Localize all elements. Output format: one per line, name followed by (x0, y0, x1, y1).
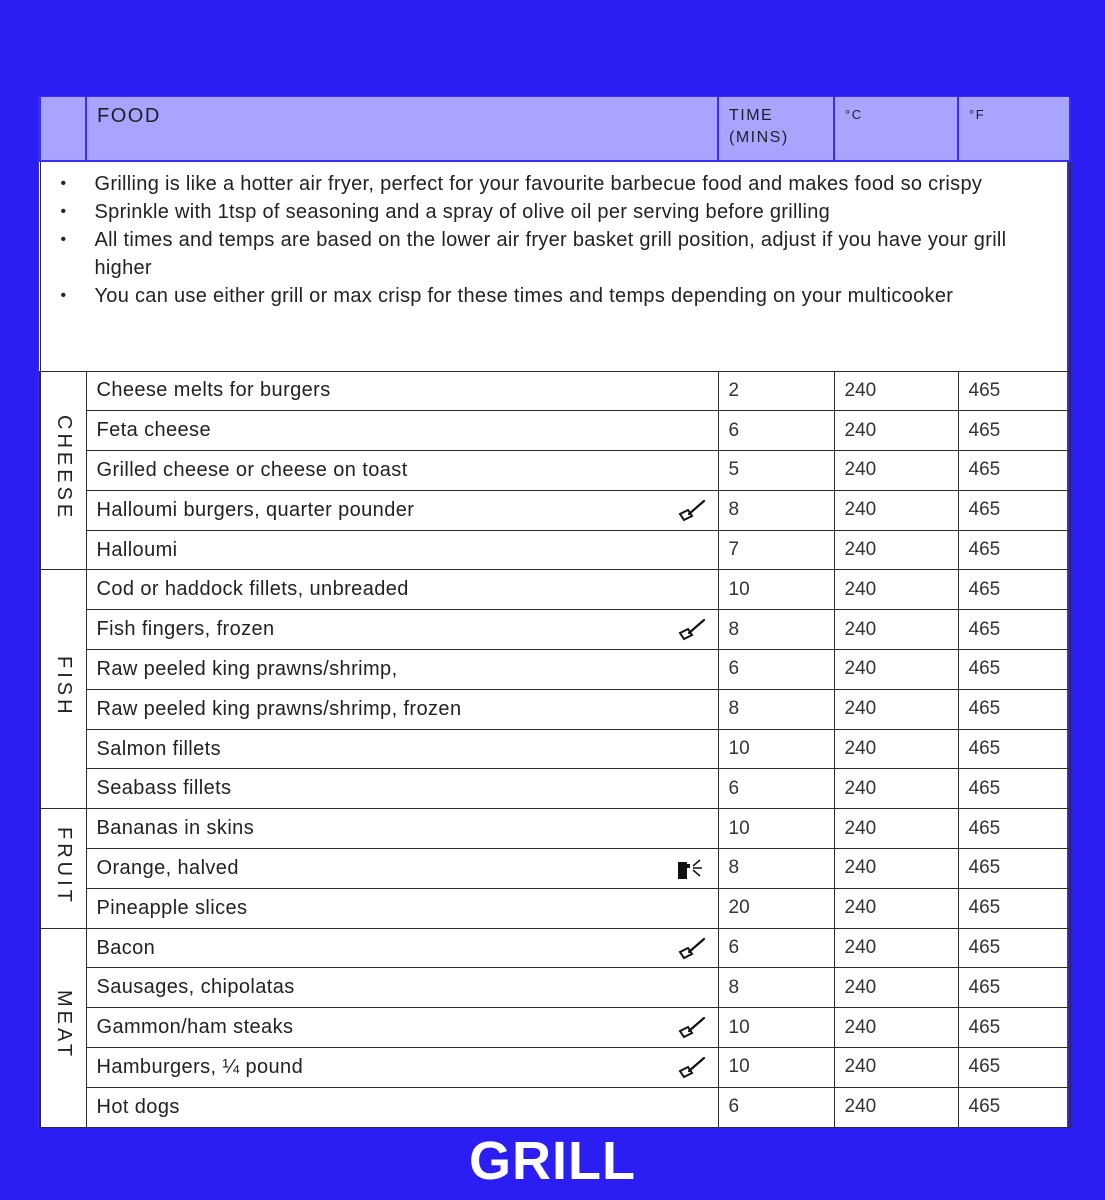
food-name: Cod or haddock fillets, unbreaded (96, 578, 409, 601)
food-name: Salmon fillets (96, 737, 222, 760)
celsius-cell: 240 (834, 490, 958, 530)
table-row (40, 411, 1070, 451)
celsius-cell: 240 (834, 1087, 958, 1127)
food-cell (86, 530, 718, 570)
fahrenheit-cell: 465 (958, 888, 1070, 928)
food-name: Fish fingers, frozen (96, 618, 275, 641)
time-cell: 10 (718, 1008, 834, 1048)
food-cell (86, 650, 718, 690)
food-name: Raw peeled king prawns/shrimp, (96, 657, 398, 680)
fahrenheit-cell: 465 (958, 371, 1070, 411)
time-cell: 7 (718, 530, 834, 570)
note-item: • Grilling is like a hotter air fryer, perfect for your favourite barbecue food and makes food so crispy (95, 170, 1056, 198)
table-row (40, 729, 1070, 769)
food-cell (86, 371, 718, 411)
food-name: Pineapple slices (96, 896, 248, 919)
food-name: Sausages, chipolatas (96, 976, 295, 999)
fahrenheit-cell: 465 (958, 849, 1070, 889)
flip-tongs-icon (676, 618, 706, 642)
flip-tongs-icon (676, 499, 706, 523)
fahrenheit-cell: 465 (958, 1048, 1070, 1088)
note-item: • Sprinkle with 1tsp of seasoning and a spray of olive oil per serving before grilling (95, 198, 1056, 226)
celsius-cell: 240 (834, 650, 958, 690)
celsius-cell: 240 (834, 610, 958, 650)
fahrenheit-cell: 465 (958, 809, 1070, 849)
fahrenheit-cell: 465 (958, 769, 1070, 809)
food-name: Halloumi burgers, quarter pounder (96, 498, 415, 521)
notes-list (55, 170, 1056, 310)
time-cell: 6 (718, 1087, 834, 1127)
oil-spray-icon (676, 857, 706, 881)
category-label: FISH (52, 656, 75, 718)
table-row (40, 610, 1070, 650)
food-cell (86, 451, 718, 491)
category-cell-cheese (40, 371, 86, 570)
celsius-cell: 240 (834, 570, 958, 610)
food-name: Feta cheese (96, 419, 211, 442)
notes-row (40, 161, 1070, 371)
food-cell (86, 1008, 718, 1048)
celsius-cell: 240 (834, 1008, 958, 1048)
food-name: Bacon (96, 936, 156, 959)
table-row (40, 570, 1070, 610)
time-cell: 8 (718, 490, 834, 530)
time-cell: 8 (718, 689, 834, 729)
table-row (40, 530, 1070, 570)
header-category-cell (40, 97, 86, 161)
celsius-cell: 240 (834, 411, 958, 451)
fahrenheit-cell: 465 (958, 490, 1070, 530)
fahrenheit-cell: 465 (958, 530, 1070, 570)
fahrenheit-cell: 465 (958, 570, 1070, 610)
table-row (40, 451, 1070, 491)
grill-chart-table-frame (38, 96, 1068, 1128)
category-cell-meat (40, 928, 86, 1127)
food-name: Hot dogs (96, 1095, 180, 1118)
category-label: MEAT (52, 990, 75, 1061)
time-cell: 5 (718, 451, 834, 491)
chart-title: GRILL (469, 1131, 636, 1191)
food-cell (86, 809, 718, 849)
header-time-line2: (MINS) (729, 129, 789, 146)
header-row (40, 97, 1070, 161)
notes-cell (40, 161, 1070, 371)
food-name: Grilled cheese or cheese on toast (96, 458, 408, 481)
time-cell: 6 (718, 650, 834, 690)
celsius-cell: 240 (834, 968, 958, 1008)
food-cell (86, 968, 718, 1008)
time-cell: 20 (718, 888, 834, 928)
header-time (718, 97, 834, 161)
fahrenheit-cell: 465 (958, 1008, 1070, 1048)
food-cell (86, 849, 718, 889)
fahrenheit-cell: 465 (958, 928, 1070, 968)
food-cell (86, 689, 718, 729)
food-cell (86, 769, 718, 809)
header-fahrenheit: °F (958, 97, 1070, 161)
food-name: Orange, halved (96, 856, 239, 879)
time-cell: 6 (718, 411, 834, 451)
food-cell (86, 888, 718, 928)
time-cell: 6 (718, 928, 834, 968)
category-cell-fruit (40, 809, 86, 928)
category-label: FRUIT (52, 826, 75, 906)
note-item: • You can use either grill or max crisp for these times and temps depending on your multicooker (95, 282, 1056, 310)
fahrenheit-cell: 465 (958, 689, 1070, 729)
celsius-cell: 240 (834, 729, 958, 769)
table-row (40, 849, 1070, 889)
food-name: Cheese melts for burgers (96, 379, 331, 402)
food-cell (86, 610, 718, 650)
header-time-line1: TIME (729, 107, 774, 124)
celsius-cell: 240 (834, 769, 958, 809)
time-cell: 6 (718, 769, 834, 809)
table-row (40, 650, 1070, 690)
fahrenheit-cell: 465 (958, 411, 1070, 451)
table-row (40, 689, 1070, 729)
time-cell: 8 (718, 849, 834, 889)
food-cell (86, 490, 718, 530)
table-row (40, 809, 1070, 849)
time-cell: 8 (718, 610, 834, 650)
fahrenheit-cell: 465 (958, 650, 1070, 690)
time-cell: 8 (718, 968, 834, 1008)
celsius-cell: 240 (834, 888, 958, 928)
category-label: CHEESE (52, 414, 75, 522)
fahrenheit-cell: 465 (958, 968, 1070, 1008)
time-cell: 10 (718, 729, 834, 769)
food-cell (86, 411, 718, 451)
food-name: Halloumi (96, 538, 178, 561)
time-cell: 10 (718, 570, 834, 610)
table-row (40, 1008, 1070, 1048)
table-row (40, 1087, 1070, 1127)
food-cell (86, 928, 718, 968)
celsius-cell: 240 (834, 371, 958, 411)
table-row (40, 928, 1070, 968)
table-row (40, 1048, 1070, 1088)
fahrenheit-cell: 465 (958, 729, 1070, 769)
table-row (40, 490, 1070, 530)
celsius-cell: 240 (834, 809, 958, 849)
food-cell (86, 729, 718, 769)
food-name: Hamburgers, ¼ pound (96, 1055, 304, 1078)
time-cell: 10 (718, 809, 834, 849)
table-row (40, 888, 1070, 928)
food-cell (86, 1048, 718, 1088)
flip-tongs-icon (676, 1056, 706, 1080)
table-row (40, 371, 1070, 411)
celsius-cell: 240 (834, 451, 958, 491)
header-food: FOOD (86, 97, 718, 161)
celsius-cell: 240 (834, 530, 958, 570)
time-cell: 10 (718, 1048, 834, 1088)
celsius-cell: 240 (834, 928, 958, 968)
food-name: Gammon/ham steaks (96, 1016, 294, 1039)
header-celsius: °C (834, 97, 958, 161)
food-name: Bananas in skins (96, 817, 255, 840)
table-row (40, 968, 1070, 1008)
celsius-cell: 240 (834, 1048, 958, 1088)
grill-times-table (39, 97, 1071, 1128)
fahrenheit-cell: 465 (958, 610, 1070, 650)
category-cell-fish (40, 570, 86, 809)
food-cell (86, 570, 718, 610)
fahrenheit-cell: 465 (958, 1087, 1070, 1127)
food-cell (86, 1087, 718, 1127)
flip-tongs-icon (676, 1016, 706, 1040)
food-name: Seabass fillets (96, 777, 232, 800)
celsius-cell: 240 (834, 689, 958, 729)
flip-tongs-icon (676, 937, 706, 961)
food-name: Raw peeled king prawns/shrimp, frozen (96, 697, 462, 720)
note-item: • All times and temps are based on the lower air fryer basket grill position, adjust if you have your grill higher (95, 226, 1056, 282)
table-row (40, 769, 1070, 809)
fahrenheit-cell: 465 (958, 451, 1070, 491)
celsius-cell: 240 (834, 849, 958, 889)
time-cell: 2 (718, 371, 834, 411)
